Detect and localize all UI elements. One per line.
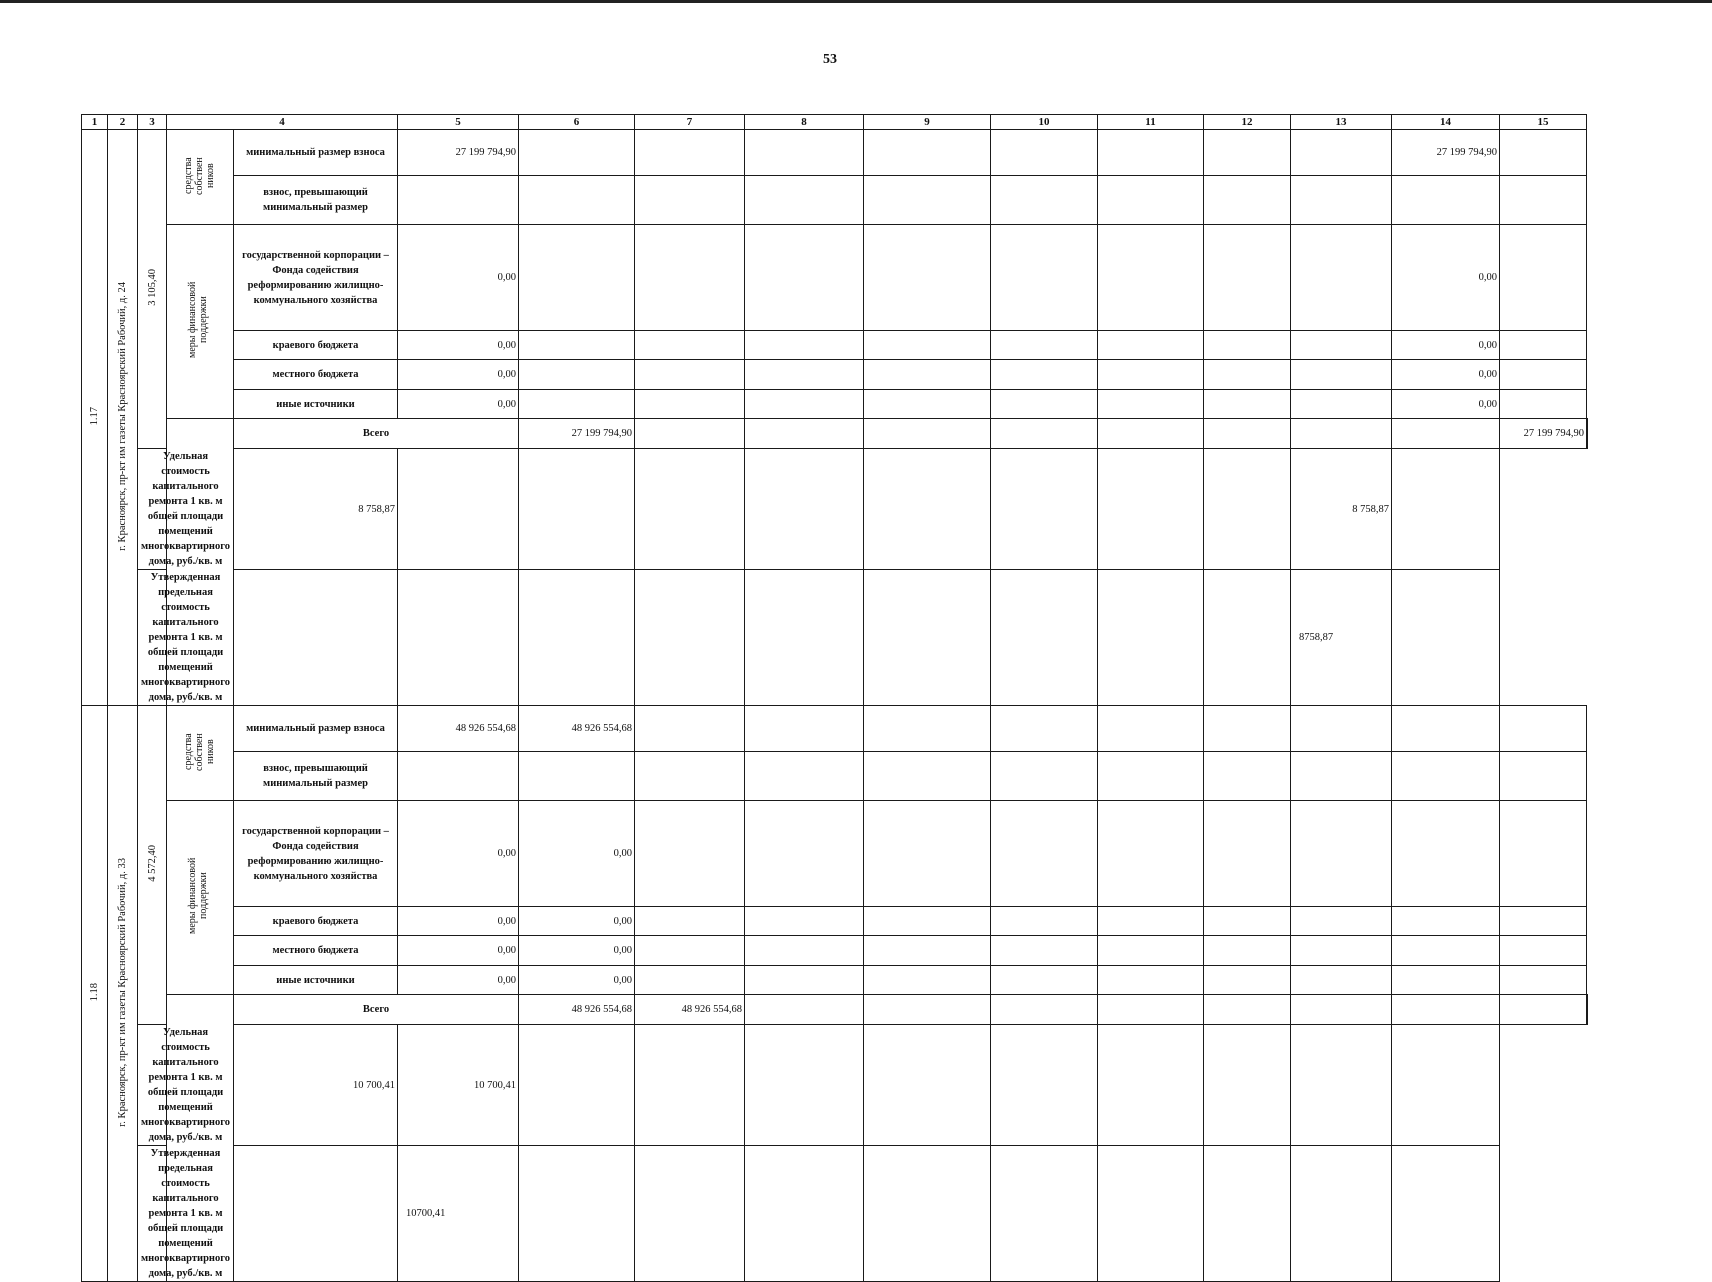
table-row <box>82 390 1588 419</box>
table-row <box>82 449 1588 570</box>
cell-col-13 <box>1204 1146 1291 1282</box>
cell-col-11 <box>1098 907 1204 936</box>
cell-col-13 <box>1291 360 1392 390</box>
cell-col-15 <box>1392 1025 1500 1146</box>
cell-col-10 <box>864 1146 991 1282</box>
table-row <box>82 752 1588 801</box>
cell-col-8 <box>745 176 864 225</box>
cell-col-5: 0,00 <box>398 907 519 936</box>
block-address-text: г. Красноярск, пр-кт им газеты Красноярский Рабочий, д. 24 <box>117 281 128 551</box>
cell-col-15 <box>1500 225 1587 331</box>
cell-col-8 <box>635 449 745 570</box>
row-label-over-min: взнос, превышающий минимальный размер <box>234 176 398 225</box>
cell-col-7 <box>519 570 635 706</box>
col-header-1: 1 <box>82 115 108 130</box>
cell-col-14: 0,00 <box>1392 225 1500 331</box>
cell-col-12 <box>1204 225 1291 331</box>
cell-col-13 <box>1291 801 1392 907</box>
cell-col-12 <box>1204 360 1291 390</box>
col-header-11: 11 <box>1098 115 1204 130</box>
cell-col-10 <box>991 752 1098 801</box>
col-header-9: 9 <box>864 115 991 130</box>
cell-col-10 <box>864 570 991 706</box>
col-header-13: 13 <box>1291 115 1392 130</box>
table-row <box>82 176 1588 225</box>
cell-col-13 <box>1291 706 1392 752</box>
cell-col-5: 27 199 794,90 <box>398 130 519 176</box>
cell-col-10 <box>864 1025 991 1146</box>
cell-col-7 <box>635 966 745 995</box>
cell-col-7 <box>635 752 745 801</box>
row-label-approved-limit: Утвержденная предельная стоимость капитального ремонта 1 кв. м общей площади помещений многоквартирного дома, руб./кв. м <box>138 1146 234 1282</box>
cell-col-12 <box>1204 390 1291 419</box>
cell-col-8 <box>864 419 991 449</box>
cell-col-5 <box>398 176 519 225</box>
cell-col-10 <box>991 176 1098 225</box>
cell-col-5: 10 700,41 <box>234 1025 398 1146</box>
cell-col-10 <box>864 449 991 570</box>
cell-col-10 <box>991 360 1098 390</box>
cell-col-9 <box>864 801 991 907</box>
cell-col-13 <box>1204 1025 1291 1146</box>
cell-col-9 <box>745 1146 864 1282</box>
cell-col-8 <box>745 706 864 752</box>
cell-col-10 <box>991 706 1098 752</box>
cell-col-7 <box>635 176 745 225</box>
cell-col-15 <box>1500 966 1587 995</box>
table-row <box>82 130 1588 176</box>
cell-col-7 <box>519 1025 635 1146</box>
col-header-12: 12 <box>1204 115 1291 130</box>
row-label-min-contribution: минимальный размер взноса <box>234 130 398 176</box>
cell-col-7 <box>635 360 745 390</box>
cell-col-6: 48 926 554,68 <box>519 706 635 752</box>
cell-col-5: 0,00 <box>398 360 519 390</box>
cell-col-6 <box>519 390 635 419</box>
cell-col-8 <box>745 801 864 907</box>
block-area <box>138 130 167 449</box>
cell-col-11 <box>991 1025 1098 1146</box>
row-label-regional-budget: краевого бюджета <box>234 907 398 936</box>
cell-col-11 <box>1098 176 1204 225</box>
cell-col-11 <box>1098 752 1204 801</box>
cell-col-15 <box>1587 419 1588 449</box>
cell-col-12 <box>1204 752 1291 801</box>
cell-col-5: 0,00 <box>398 936 519 966</box>
cell-col-12 <box>1204 176 1291 225</box>
cell-col-5: 0,00 <box>398 966 519 995</box>
cell-col-10 <box>991 801 1098 907</box>
table-row <box>82 995 1588 1025</box>
table-row <box>82 570 1588 706</box>
cell-col-11 <box>1098 225 1204 331</box>
cell-col-5: 0,00 <box>398 225 519 331</box>
table-row <box>82 360 1588 390</box>
cell-col-9 <box>864 936 991 966</box>
cell-col-13 <box>1291 331 1392 360</box>
table-row <box>82 225 1588 331</box>
block-number <box>82 706 108 1282</box>
cell-col-6 <box>635 419 745 449</box>
owners-funds-group <box>167 706 234 801</box>
row-label-state-corp: государственной корпорации – Фонда содействия реформированию жилищно-коммунального хозяйства <box>234 225 398 331</box>
cell-col-11 <box>991 570 1098 706</box>
cell-col-11 <box>1204 995 1291 1025</box>
col-header-4: 4 <box>167 115 398 130</box>
cell-col-7 <box>635 225 745 331</box>
cell-col-7 <box>519 1146 635 1282</box>
cell-col-6 <box>519 130 635 176</box>
support-measures-label: меры финансовой поддержки <box>187 857 209 935</box>
cell-col-6 <box>398 449 519 570</box>
cell-col-12 <box>1098 1146 1204 1282</box>
col-header-2: 2 <box>108 115 138 130</box>
support-measures-group <box>167 225 234 419</box>
cell-col-8 <box>635 1146 745 1282</box>
cell-col-7 <box>635 936 745 966</box>
cell-col-5: 0,00 <box>398 331 519 360</box>
cell-col-9 <box>864 390 991 419</box>
cell-col-10 <box>991 907 1098 936</box>
block-address-text: г. Красноярск, пр-кт им газеты Красноярский Рабочий, д. 33 <box>117 857 128 1127</box>
cell-col-14 <box>1291 1146 1392 1282</box>
cell-col-8 <box>745 966 864 995</box>
table-row <box>82 1025 1588 1146</box>
cell-col-12 <box>1204 907 1291 936</box>
cell-col-10 <box>991 225 1098 331</box>
cell-col-15 <box>1392 1146 1500 1282</box>
cell-col-14 <box>1500 995 1587 1025</box>
cell-col-13 <box>1291 966 1392 995</box>
cell-col-10 <box>991 331 1098 360</box>
cell-col-10 <box>991 390 1098 419</box>
cell-col-13 <box>1392 419 1500 449</box>
block-number-text: 1.18 <box>89 982 100 1002</box>
cell-col-15 <box>1500 130 1587 176</box>
cell-col-15 <box>1500 752 1587 801</box>
row-label-total: Всего <box>234 419 519 449</box>
cell-col-7 <box>635 331 745 360</box>
table-row <box>82 907 1588 936</box>
cell-col-15 <box>1392 449 1500 570</box>
row-label-unit-cost: Удельная стоимость капитального ремонта 1 кв. м общей площади помещений многоквартирного дома, руб./кв. м <box>138 449 234 570</box>
cell-col-14 <box>1291 1025 1392 1146</box>
cell-col-11 <box>1098 936 1204 966</box>
cell-col-5: 0,00 <box>398 390 519 419</box>
cell-col-11 <box>991 1146 1098 1282</box>
cell-col-12 <box>1098 570 1204 706</box>
cell-col-13 <box>1392 995 1500 1025</box>
cell-col-12 <box>1204 130 1291 176</box>
cell-col-11 <box>1098 390 1204 419</box>
cell-col-5: 0,00 <box>398 801 519 907</box>
cell-col-9 <box>864 752 991 801</box>
cell-col-5 <box>234 570 398 706</box>
cell-col-6: 0,00 <box>519 907 635 936</box>
cell-col-12 <box>1291 995 1392 1025</box>
cell-col-11 <box>1098 966 1204 995</box>
cell-col-15 <box>1500 801 1587 907</box>
col-header-10: 10 <box>991 115 1098 130</box>
cell-col-9 <box>745 449 864 570</box>
cell-col-8 <box>745 225 864 331</box>
cell-col-13 <box>1204 570 1291 706</box>
table-row <box>82 801 1588 907</box>
cell-col-15 <box>1500 176 1587 225</box>
cell-col-6: 10700,41 <box>398 1146 519 1282</box>
cell-col-7 <box>635 390 745 419</box>
cell-col-12 <box>1204 801 1291 907</box>
cell-col-10 <box>1098 419 1204 449</box>
block-address <box>108 130 138 706</box>
cell-col-5 <box>398 752 519 801</box>
cell-col-13 <box>1291 130 1392 176</box>
cell-col-11 <box>1098 130 1204 176</box>
cell-col-9 <box>864 130 991 176</box>
col-header-3: 3 <box>138 115 167 130</box>
cell-col-10 <box>991 966 1098 995</box>
block-number <box>82 130 108 706</box>
owners-funds-label: средства собствен ников <box>183 156 216 195</box>
top-border-line <box>0 0 1712 3</box>
cell-col-9 <box>745 1025 864 1146</box>
block-address <box>108 706 138 1282</box>
col-header-7: 7 <box>635 115 745 130</box>
cell-col-8 <box>745 331 864 360</box>
table-row <box>82 966 1588 995</box>
cell-col-12 <box>1204 966 1291 995</box>
cell-col-15 <box>1500 936 1587 966</box>
cell-col-15 <box>1392 570 1500 706</box>
cell-col-11 <box>1098 331 1204 360</box>
table-row <box>82 1146 1588 1282</box>
table-row <box>82 706 1588 752</box>
cell-col-6 <box>519 360 635 390</box>
capital-repair-table <box>81 114 1588 1282</box>
cell-col-15 <box>1500 360 1587 390</box>
cell-col-14: 27 199 794,90 <box>1392 130 1500 176</box>
cell-col-6: 0,00 <box>519 936 635 966</box>
cell-col-9 <box>864 360 991 390</box>
cell-col-9 <box>864 706 991 752</box>
col-header-14: 14 <box>1392 115 1500 130</box>
cell-col-14 <box>1392 907 1500 936</box>
cell-col-5: 8 758,87 <box>234 449 398 570</box>
col-header-5: 5 <box>398 115 519 130</box>
cell-col-5 <box>234 1146 398 1282</box>
cell-col-15 <box>1587 995 1588 1025</box>
block-area-text: 3 105,40 <box>146 269 158 306</box>
cell-col-13 <box>1291 176 1392 225</box>
cell-col-12 <box>1098 449 1204 570</box>
cell-col-11 <box>991 449 1098 570</box>
cell-col-8 <box>745 752 864 801</box>
cell-col-8 <box>635 1025 745 1146</box>
cell-col-14: 8758,87 <box>1291 570 1392 706</box>
cell-col-9 <box>864 176 991 225</box>
cell-col-9 <box>991 995 1098 1025</box>
cell-col-7 <box>635 130 745 176</box>
owners-funds-label: средства собствен ников <box>183 732 216 771</box>
cell-col-9 <box>864 225 991 331</box>
cell-col-11 <box>1098 801 1204 907</box>
block-area-text: 4 572,40 <box>146 845 158 882</box>
cell-col-12 <box>1204 331 1291 360</box>
cell-col-15 <box>1500 390 1587 419</box>
cell-col-7 <box>635 907 745 936</box>
cell-col-8 <box>635 570 745 706</box>
cell-col-5: 48 926 554,68 <box>398 706 519 752</box>
cell-col-6 <box>519 752 635 801</box>
cell-col-15 <box>1500 907 1587 936</box>
cell-col-13 <box>1291 936 1392 966</box>
cell-col-7 <box>635 706 745 752</box>
cell-col-14: 27 199 794,90 <box>1500 419 1587 449</box>
cell-col-13 <box>1291 225 1392 331</box>
col-header-6: 6 <box>519 115 635 130</box>
cell-col-8 <box>745 360 864 390</box>
cell-col-14 <box>1392 706 1500 752</box>
cell-col-8 <box>745 390 864 419</box>
row-label-other-sources: иные источники <box>234 390 398 419</box>
cell-col-7 <box>635 801 745 907</box>
row-label-local-budget: местного бюджета <box>234 936 398 966</box>
cell-col-12 <box>1204 706 1291 752</box>
cell-col-6 <box>398 570 519 706</box>
row-label-regional-budget: краевого бюджета <box>234 331 398 360</box>
cell-col-14 <box>1392 966 1500 995</box>
cell-col-14 <box>1392 936 1500 966</box>
cell-col-11 <box>1098 360 1204 390</box>
cell-col-10 <box>991 936 1098 966</box>
row-label-approved-limit: Утвержденная предельная стоимость капитального ремонта 1 кв. м общей площади помещений многоквартирного дома, руб./кв. м <box>138 570 234 706</box>
cell-col-9 <box>864 331 991 360</box>
table-row <box>82 419 1588 449</box>
cell-col-9 <box>745 570 864 706</box>
page-number: 53 <box>823 52 837 67</box>
block-number-text: 1.17 <box>89 406 100 426</box>
col-header-15: 15 <box>1500 115 1587 130</box>
cell-col-6 <box>519 225 635 331</box>
cell-col-15 <box>1500 331 1587 360</box>
cell-col-15 <box>1500 706 1587 752</box>
cell-col-6: 10 700,41 <box>398 1025 519 1146</box>
row-label-state-corp: государственной корпорации – Фонда содействия реформированию жилищно-коммунального хозяйства <box>234 801 398 907</box>
cell-col-13 <box>1204 449 1291 570</box>
cell-col-14: 8 758,87 <box>1291 449 1392 570</box>
cell-col-6 <box>519 331 635 360</box>
cell-col-14: 0,00 <box>1392 360 1500 390</box>
cell-col-6: 0,00 <box>519 966 635 995</box>
cell-col-12 <box>1291 419 1392 449</box>
cell-col-11 <box>1204 419 1291 449</box>
cell-col-14 <box>1392 752 1500 801</box>
cell-col-8 <box>745 907 864 936</box>
cell-col-5: 27 199 794,90 <box>519 419 635 449</box>
table-row <box>82 331 1588 360</box>
cell-col-11 <box>1098 706 1204 752</box>
cell-col-13 <box>1291 752 1392 801</box>
support-measures-label: меры финансовой поддержки <box>187 281 209 359</box>
table-row <box>82 936 1588 966</box>
column-number-row <box>82 115 1588 130</box>
cell-col-14: 0,00 <box>1392 331 1500 360</box>
cell-col-8 <box>745 130 864 176</box>
cell-col-7 <box>745 995 864 1025</box>
cell-col-12 <box>1204 936 1291 966</box>
cell-col-10 <box>1098 995 1204 1025</box>
block-area <box>138 706 167 1025</box>
cell-col-13 <box>1291 390 1392 419</box>
cell-col-6 <box>519 176 635 225</box>
cell-col-9 <box>991 419 1098 449</box>
cell-col-7 <box>745 419 864 449</box>
cell-col-6: 48 926 554,68 <box>635 995 745 1025</box>
cell-col-9 <box>864 907 991 936</box>
cell-col-9 <box>864 966 991 995</box>
cell-col-14 <box>1392 801 1500 907</box>
cell-col-14: 0,00 <box>1392 390 1500 419</box>
row-label-over-min: взнос, превышающий минимальный размер <box>234 752 398 801</box>
cell-col-6: 0,00 <box>519 801 635 907</box>
cell-col-14 <box>1392 176 1500 225</box>
cell-col-8 <box>864 995 991 1025</box>
cell-col-12 <box>1098 1025 1204 1146</box>
col-header-8: 8 <box>745 115 864 130</box>
cell-col-5: 48 926 554,68 <box>519 995 635 1025</box>
row-label-other-sources: иные источники <box>234 966 398 995</box>
row-label-total: Всего <box>234 995 519 1025</box>
cell-col-8 <box>745 936 864 966</box>
row-label-unit-cost: Удельная стоимость капитального ремонта 1 кв. м общей площади помещений многоквартирного дома, руб./кв. м <box>138 1025 234 1146</box>
cell-col-7 <box>519 449 635 570</box>
row-label-local-budget: местного бюджета <box>234 360 398 390</box>
owners-funds-group <box>167 130 234 225</box>
cell-col-10 <box>991 130 1098 176</box>
support-measures-group <box>167 801 234 995</box>
cell-col-13 <box>1291 907 1392 936</box>
row-label-min-contribution: минимальный размер взноса <box>234 706 398 752</box>
